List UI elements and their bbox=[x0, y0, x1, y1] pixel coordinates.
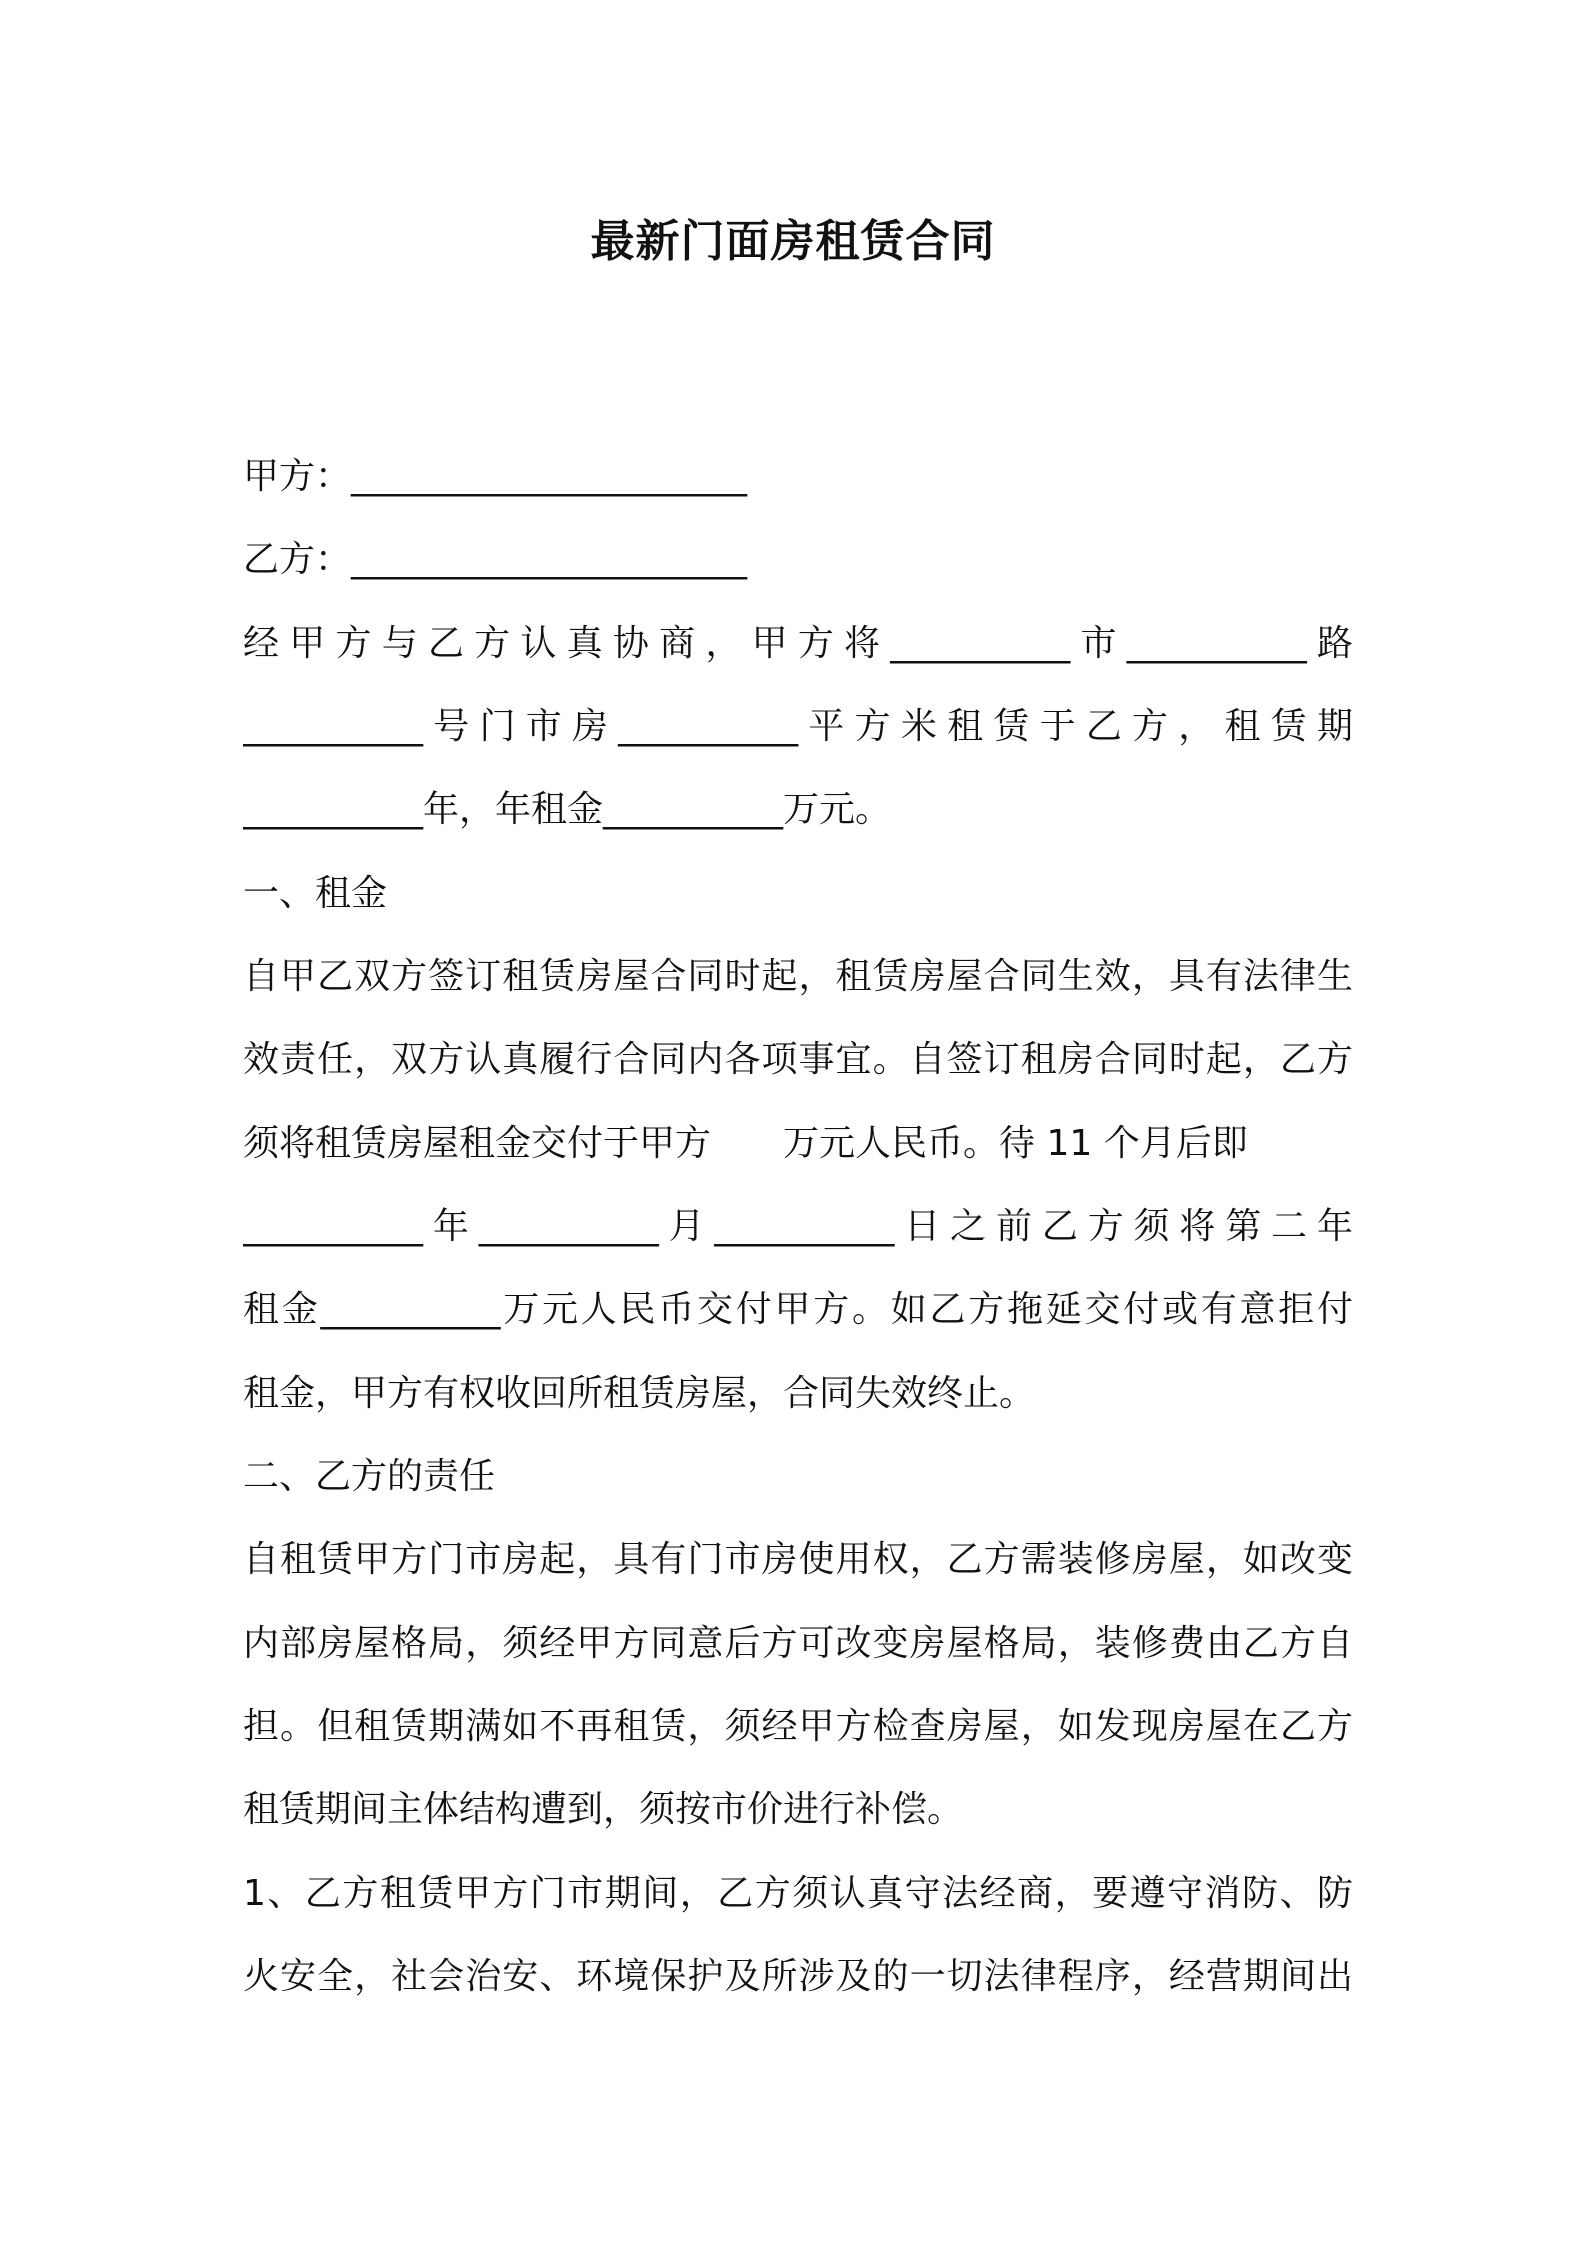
rent-line-5: 租金__________万元人民币交付甲方。如乙方拖延交付或有意拒付 bbox=[243, 1289, 1353, 1330]
duty-line-3: 担。但租赁期满如不再租赁，须经甲方检查房屋，如发现房屋在乙方 bbox=[243, 1706, 1353, 1747]
party-b-line: 乙方：______________________ bbox=[243, 539, 748, 580]
section-heading-tenant-duty: 二、乙方的责任 bbox=[243, 1456, 496, 1497]
intro-line-3: __________年，年租金__________万元。 bbox=[243, 789, 892, 830]
duty-line-2: 内部房屋格局，须经甲方同意后方可改变房屋格局，装修费由乙方自 bbox=[243, 1623, 1353, 1664]
document-title: 最新门面房租赁合同 bbox=[590, 216, 996, 267]
rent-line-4: __________年__________月__________日之前乙方须将第二年 bbox=[243, 1206, 1353, 1247]
rent-line-6: 租金，甲方有权收回所租赁房屋，合同失效终止。 bbox=[243, 1373, 1036, 1414]
duty-line-1: 自租赁甲方门市房起，具有门市房使用权，乙方需装修房屋，如改变 bbox=[243, 1539, 1353, 1580]
intro-line-1: 经甲方与乙方认真协商，甲方将__________市__________路 bbox=[243, 623, 1353, 664]
rent-line-1: 自甲乙双方签订租赁房屋合同时起，租赁房屋合同生效，具有法律生 bbox=[243, 956, 1353, 997]
clause-1-line-1: 1、乙方租赁甲方门市期间，乙方须认真守法经商，要遵守消防、防 bbox=[243, 1873, 1353, 1914]
party-a-line: 甲方：______________________ bbox=[243, 456, 748, 497]
rent-line-2: 效责任，双方认真履行合同内各项事宜。自签订租房合同时起，乙方 bbox=[243, 1039, 1353, 1080]
duty-line-4: 租赁期间主体结构遭到，须按市价进行补偿。 bbox=[243, 1789, 964, 1830]
section-heading-rent: 一、租金 bbox=[243, 873, 388, 914]
clause-1-line-2: 火安全，社会治安、环境保护及所涉及的一切法律程序，经营期间出 bbox=[243, 1956, 1353, 1997]
rent-line-3: 须将租赁房屋租金交付于甲方 万元人民币。待 11 个月后即 bbox=[243, 1123, 1248, 1164]
intro-line-2: __________号门市房__________平方米租赁于乙方，租赁期 bbox=[243, 706, 1353, 747]
